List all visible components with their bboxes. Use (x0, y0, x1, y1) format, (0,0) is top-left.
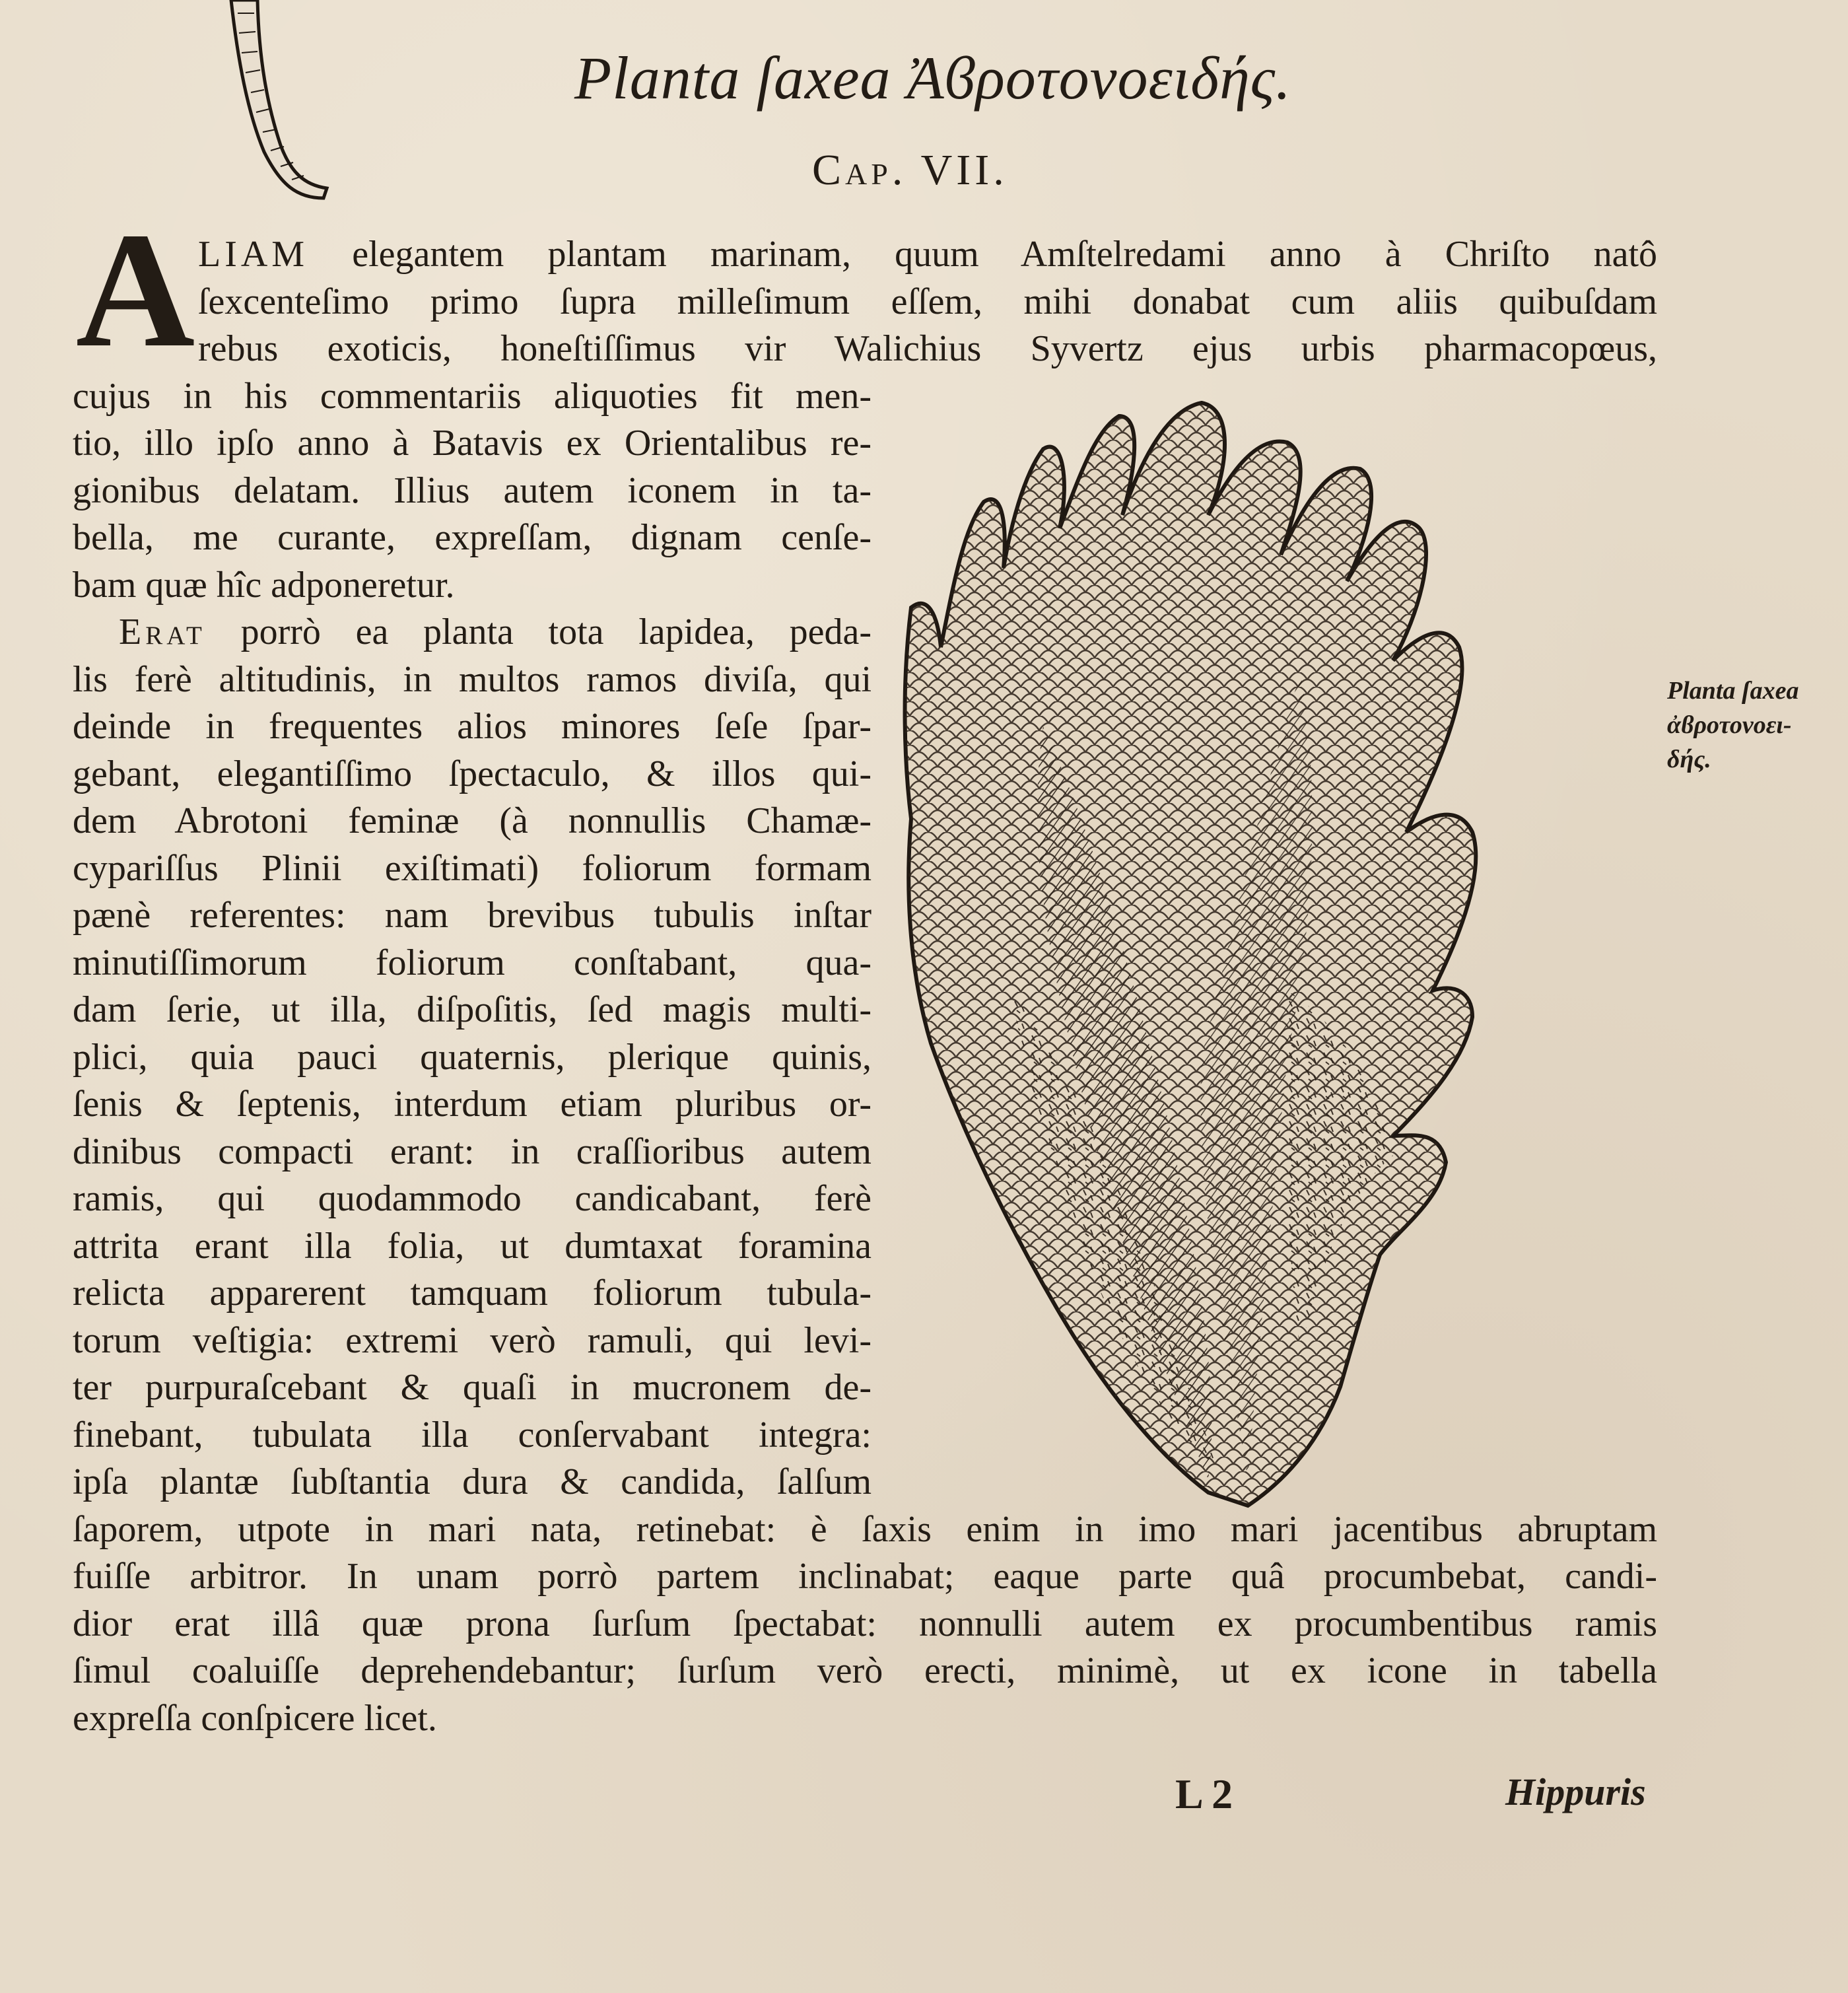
line-text: relicta apparerent tamquam foliorum tubula- (73, 1273, 872, 1313)
line-text: dem Abrotoni feminæ (à nonnullis Chamæ- (73, 800, 872, 841)
drop-cap: A (75, 199, 195, 382)
line-text: gebant, elegantiſſimo ſpectaculo, & illos qui- (73, 753, 872, 794)
text-line (73, 1223, 872, 1269)
page-title: Planta ſaxea Ἀϐροτονοειδής. (574, 44, 1292, 112)
text-line (73, 1459, 872, 1505)
text-line (198, 279, 1657, 325)
line-text: ipſa plantæ ſubſtantia dura & candida, ſalſum (73, 1461, 872, 1502)
text-line (73, 940, 872, 986)
woodcut-fragment-top (218, 0, 330, 211)
text-line (73, 514, 872, 561)
text-line (73, 1081, 872, 1127)
text-line (73, 1270, 872, 1316)
text-line (73, 1648, 1657, 1694)
lead-word: Erat (119, 612, 206, 652)
line-text: bella, me curante, expreſſam, dignam cenſe- (73, 517, 872, 558)
line-text: ſimul coaluiſſe deprehendebantur; ſurſum verò erecti, minimè, ut ex icone in tabella (73, 1650, 1657, 1691)
line-text: plici, quia pauci quaternis, plerique quinis, (73, 1036, 872, 1078)
line-text: dior erat illâ quæ prona ſurſum ſpectabat: nonnulli autem ex procumbentibus ramis (73, 1603, 1657, 1644)
line-text: dinibus compacti erant: in craſſioribus autem (73, 1131, 872, 1172)
line-text: deinde in frequentes alios minores ſeſe ſpar- (73, 706, 872, 747)
line-text: gionibus delatam. Illius autem iconem in ta- (73, 470, 872, 511)
coral-plant-illustration (891, 396, 1538, 1519)
text-line (73, 1175, 872, 1222)
signature-mark: L 2 (1175, 1770, 1233, 1817)
line-text: ramis, qui quodammodo candicabant, ferè (73, 1178, 872, 1219)
line-text: ſaporem, utpote in mari nata, retinebat: è ſaxis enim in imo mari jacentibus abruptam (73, 1508, 1657, 1550)
text-line (73, 1129, 872, 1175)
line-text: fuiſſe arbitror. In unam porrò partem inclinabat; eaque parte quâ procumbebat, candi- (73, 1556, 1657, 1597)
chapter-heading: Cap. VII. (812, 146, 1008, 194)
text-line (73, 751, 872, 797)
text-line (73, 1317, 872, 1364)
line-text: ſenis & ſeptenis, interdum etiam pluribus or- (73, 1084, 872, 1125)
text-line (198, 326, 1657, 372)
line-text: expreſſa conſpicere licet. (73, 1697, 437, 1739)
text-line (73, 1364, 872, 1411)
text-line (73, 468, 872, 514)
text-line (73, 1412, 872, 1458)
line-text: ſexcenteſimo primo ſupra milleſimum eſſem, mihi donabat cum aliis quibuſdam (198, 281, 1657, 322)
line-text: attrita erant illa folia, ut dumtaxat foramina (73, 1225, 872, 1267)
line-text: minutiſſimorum foliorum conſtabant, qua- (73, 942, 872, 983)
margin-note-line: δής. (1667, 746, 1711, 773)
text-line (119, 609, 872, 655)
margin-note-line: Planta ſaxea (1667, 677, 1799, 705)
text-line (73, 373, 872, 419)
text-line (73, 845, 872, 892)
lead-word: LIAM (198, 234, 309, 275)
text-line (73, 703, 872, 750)
margin-note-line: ἀϐροτονοει- (1667, 711, 1792, 739)
text-line (198, 231, 1657, 277)
line-text: ter purpuraſcebant & quaſi in mucronem de- (73, 1367, 872, 1408)
text-line (73, 1034, 872, 1080)
text-line (73, 987, 872, 1033)
line-text: porrò ea planta tota lapidea, peda- (205, 612, 872, 652)
line-text: lis ferè altitudinis, in multos ramos diviſa, qui (73, 658, 872, 700)
line-text: dam ſerie, ut illa, diſpoſitis, ſed magis multi- (73, 989, 872, 1030)
line-text: torum veſtigia: extremi verò ramuli, qui levi- (73, 1319, 872, 1361)
catchword: Hippuris (1505, 1770, 1646, 1813)
line-text: cujus in his commentariis aliquoties fit men- (73, 375, 872, 417)
text-line (73, 656, 872, 703)
line-text: bam quæ hîc adponeretur. (73, 564, 455, 606)
line-text: tio, illo ipſo anno à Batavis ex Orientalibus re- (73, 423, 872, 464)
text-line (73, 562, 555, 608)
text-line (73, 420, 872, 466)
text-line (73, 1695, 528, 1741)
line-text: finebant, tubulata illa conſervabant integra: (73, 1414, 872, 1455)
text-line (73, 1601, 1657, 1647)
line-text: rebus exoticis, honeſtiſſimus vir Walichius Syvertz ejus urbis pharmacopœus, (198, 328, 1657, 369)
text-line (73, 798, 872, 844)
line-text: cypariſſus Plinii exiſtimati) foliorum formam (73, 847, 872, 889)
margin-note (1667, 674, 1835, 786)
text-line (73, 892, 872, 938)
line-text: pænè referentes: nam brevibus tubulis inſtar (73, 895, 872, 936)
text-line (73, 1553, 1657, 1599)
line-text: elegantem plantam marinam, quum Amſtelredami anno à Chriſto natô (308, 234, 1657, 275)
